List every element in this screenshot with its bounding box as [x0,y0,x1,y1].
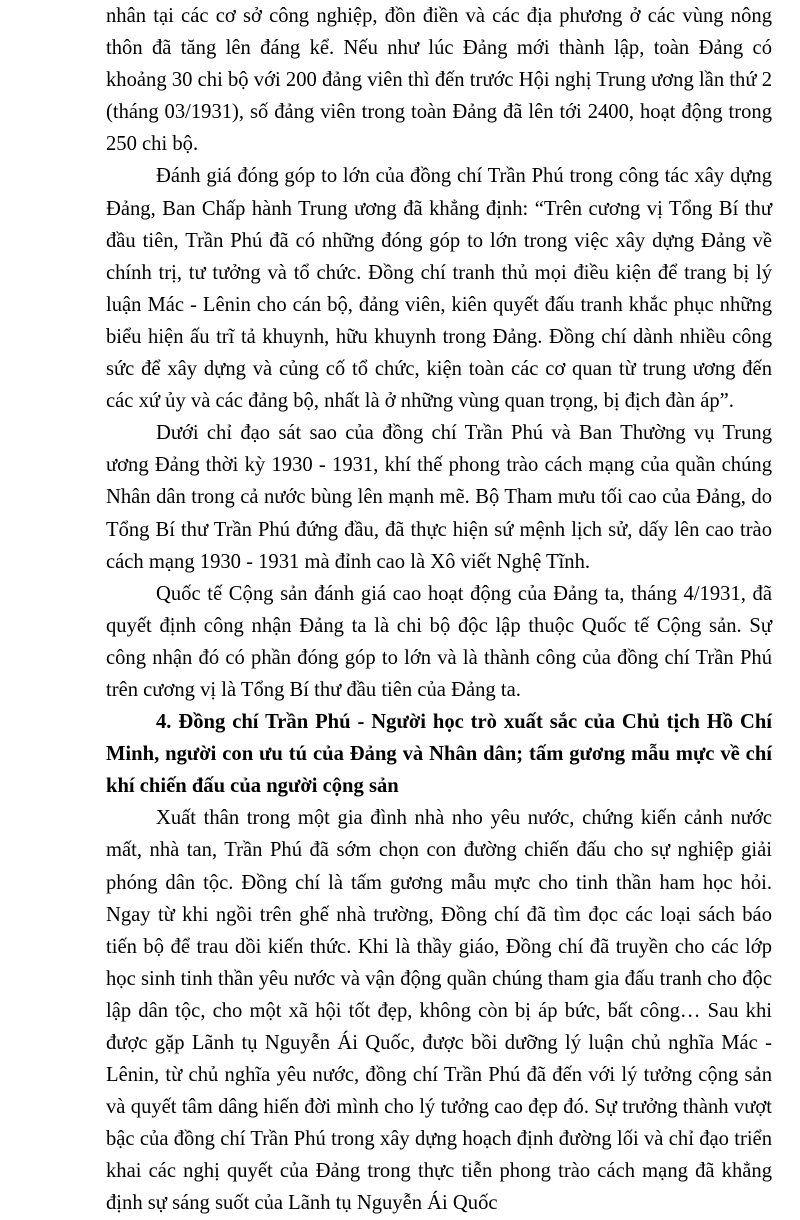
section-heading: 4. Đồng chí Trần Phú - Người học trò xuất sắc của Chủ tịch Hồ Chí Minh, người con ưu tú của Đảng và Nhân dân; tấm gương mẫu mực về chí khí chiến đấu của người cộng sản [106,711,772,798]
paragraph-comintern: Quốc tế Cộng sản đánh giá cao hoạt động của Đảng ta, tháng 4/1931, đã quyết định công nhận Đảng ta là chi bộ độc lập thuộc Quốc tế Cộng sản. Sự công nhận đó có phần đóng góp to lớn và là thành công của đồng chí Trần Phú trên cương vị là Tổng Bí thư đầu tiên của Đảng ta. [106,582,772,701]
paragraph-revolutionary-movement: Dưới chỉ đạo sát sao của đồng chí Trần Phú và Ban Thường vụ Trung ương Đảng thời kỳ 1930 - 1931, khí thế phong trào cách mạng của quần chúng Nhân dân trong cả nước bùng lên mạnh mẽ. Bộ Tham mưu tối cao của Đảng, do Tổng Bí thư Trần Phú đứng đầu, đã thực hiện sứ mệnh lịch sử, dấy lên cao trào cách mạng 1930 - 1931 mà đỉnh cao là Xô viết Nghệ Tĩnh. [106,422,772,573]
paragraph-party-building: Đánh giá đóng góp to lớn của đồng chí Trần Phú trong công tác xây dựng Đảng, Ban Chấp hành Trung ương đã khẳng định: “Trên cương vị Tổng Bí thư đầu tiên, Trần Phú đã có những đóng góp to lớn trong việc xây dựng Đảng về chính trị, tư tưởng và tổ chức. Đồng chí tranh thủ mọi điều kiện để trang bị lý luận Mác - Lênin cho cán bộ, đảng viên, kiên quyết đấu tranh khắc phục những biểu hiện ấu trĩ tả khuynh, hữu khuynh trong Đảng. Đồng chí dành nhiều công sức để xây dựng và củng cố tổ chức, kiện toàn các cơ quan từ trung ương đến các xứ ủy và các đảng bộ, nhất là ở những vùng quan trọng, bị địch đàn áp”. [106,165,772,413]
paragraph-biography: Xuất thân trong một gia đình nhà nho yêu nước, chứng kiến cảnh nước mất, nhà tan, Trần Phú đã sớm chọn con đường chiến đấu cho sự nghiệp giải phóng dân tộc. Đồng chí là tấm gương mẫu mực cho tinh thần ham học hỏi. Ngay từ khi ngồi trên ghế nhà trường, Đồng chí đã tìm đọc các loại sách báo tiến bộ để trau dồi kiến thức. Khi là thầy giáo, Đồng chí đã truyền cho các lớp học sinh tinh thần yêu nước và vận động quần chúng tham gia đấu tranh cho độc lập dân tộc, cho một xã hội tốt đẹp, không còn bị áp bức, bất công… Sau khi được gặp Lãnh tụ Nguyễn Ái Quốc, được bồi dưỡng lý luận chủ nghĩa Mác - Lênin, từ chủ nghĩa yêu nước, đồng chí Trần Phú đã đến với lý tưởng cộng sản và quyết tâm dâng hiến đời mình cho lý tưởng cao đẹp đó. Sự trưởng thành vượt bậc của đồng chí Trần Phú trong xây dựng hoạch định đường lối và chỉ đạo triển khai các nghị quyết của Đảng trong thực tiễn phong trào cách mạng đã khẳng định sự sáng suốt của Lãnh tụ Nguyễn Ái Quốc [106,807,772,1215]
paragraph-continued: nhân tại các cơ sở công nghiệp, đồn điền và các địa phương ở các vùng nông thôn đã tăng lên đáng kể. Nếu như lúc Đảng mới thành lập, toàn Đảng có khoảng 30 chi bộ với 200 đảng viên thì đến trước Hội nghị Trung ương lần thứ 2 (tháng 03/1931), số đảng viên trong toàn Đảng đã lên tới 2400, hoạt động trong 250 chi bộ. [106,5,772,156]
